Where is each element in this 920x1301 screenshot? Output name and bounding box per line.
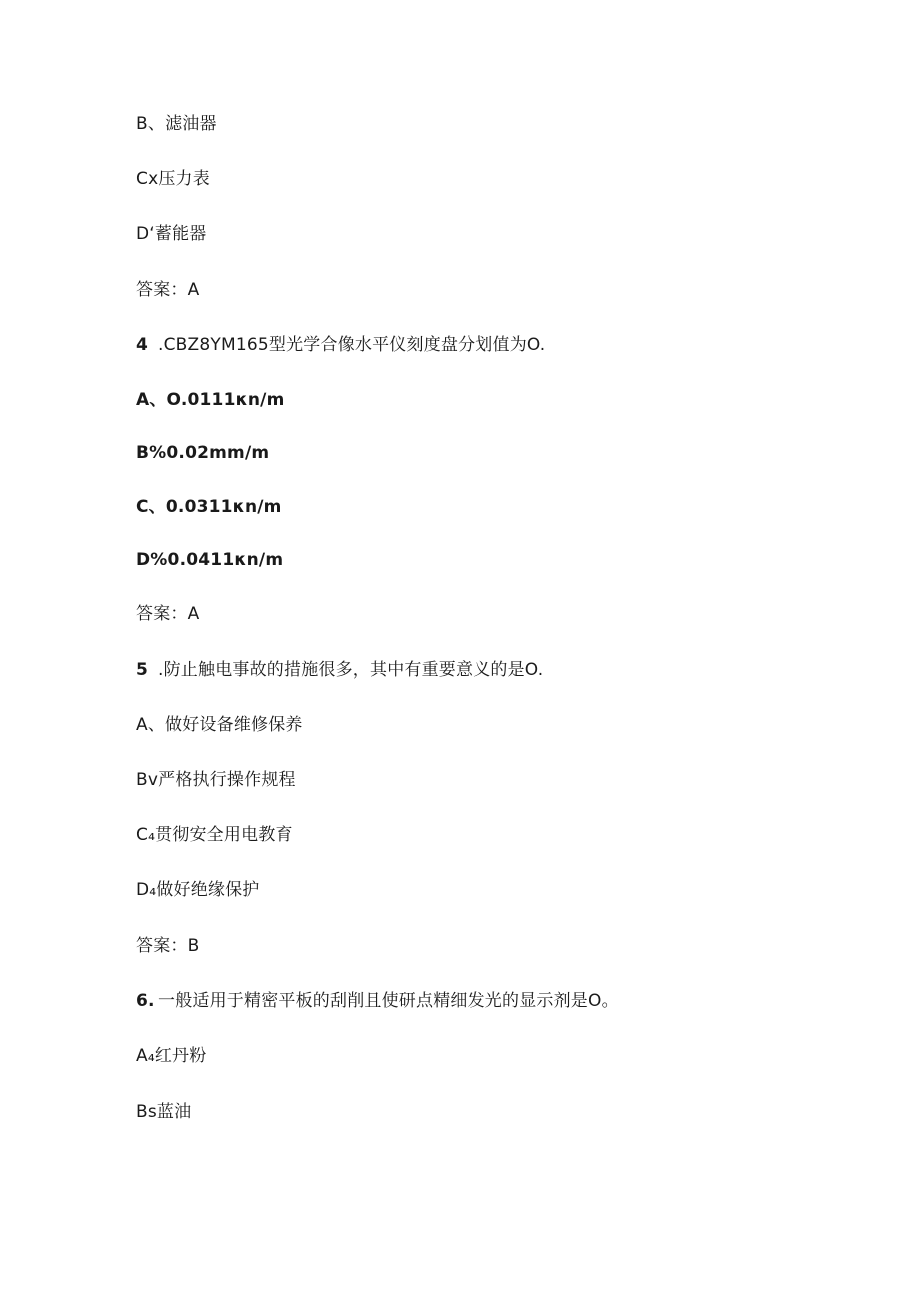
option-b: B%0.02mm∕m <box>136 443 270 463</box>
question-text: .CBZ8YM165型光学合像水平仪刻度盘分划值为O. <box>158 335 546 355</box>
question-5 <box>136 659 543 681</box>
answer: 答案：B <box>136 936 200 956</box>
option-a: A₄红丹粉 <box>136 1046 207 1066</box>
option-b: B、滤油器 <box>136 114 217 134</box>
option-b: Bs蓝油 <box>136 1102 192 1122</box>
option-c: C、0.0311κn∕m <box>136 497 282 517</box>
question-6 <box>136 990 619 1012</box>
option-a: A、做好设备维修保养 <box>136 715 303 735</box>
question-4 <box>136 334 545 356</box>
option-d: D₄做好绝缘保护 <box>136 880 260 900</box>
option-d: D%0.0411κn∕m <box>136 550 284 570</box>
option-c: Cx压力表 <box>136 169 210 189</box>
question-text: 一般适用于精密平板的刮削且使研点精细发光的显示剂是O。 <box>158 991 619 1011</box>
question-number: 5 <box>136 660 149 680</box>
option-b: Bv严格执行操作规程 <box>136 770 296 790</box>
option-d: D‘蓄能器 <box>136 224 207 244</box>
answer: 答案：A <box>136 604 200 624</box>
answer: 答案：A <box>136 280 200 300</box>
question-number: 4 <box>136 335 149 355</box>
question-text: .防止触电事故的措施很多，其中有重要意义的是O. <box>158 660 544 680</box>
option-a: A、O.0111κn∕m <box>136 390 285 410</box>
question-number: 6. <box>136 991 155 1011</box>
option-c: C₄贯彻安全用电教育 <box>136 825 293 845</box>
